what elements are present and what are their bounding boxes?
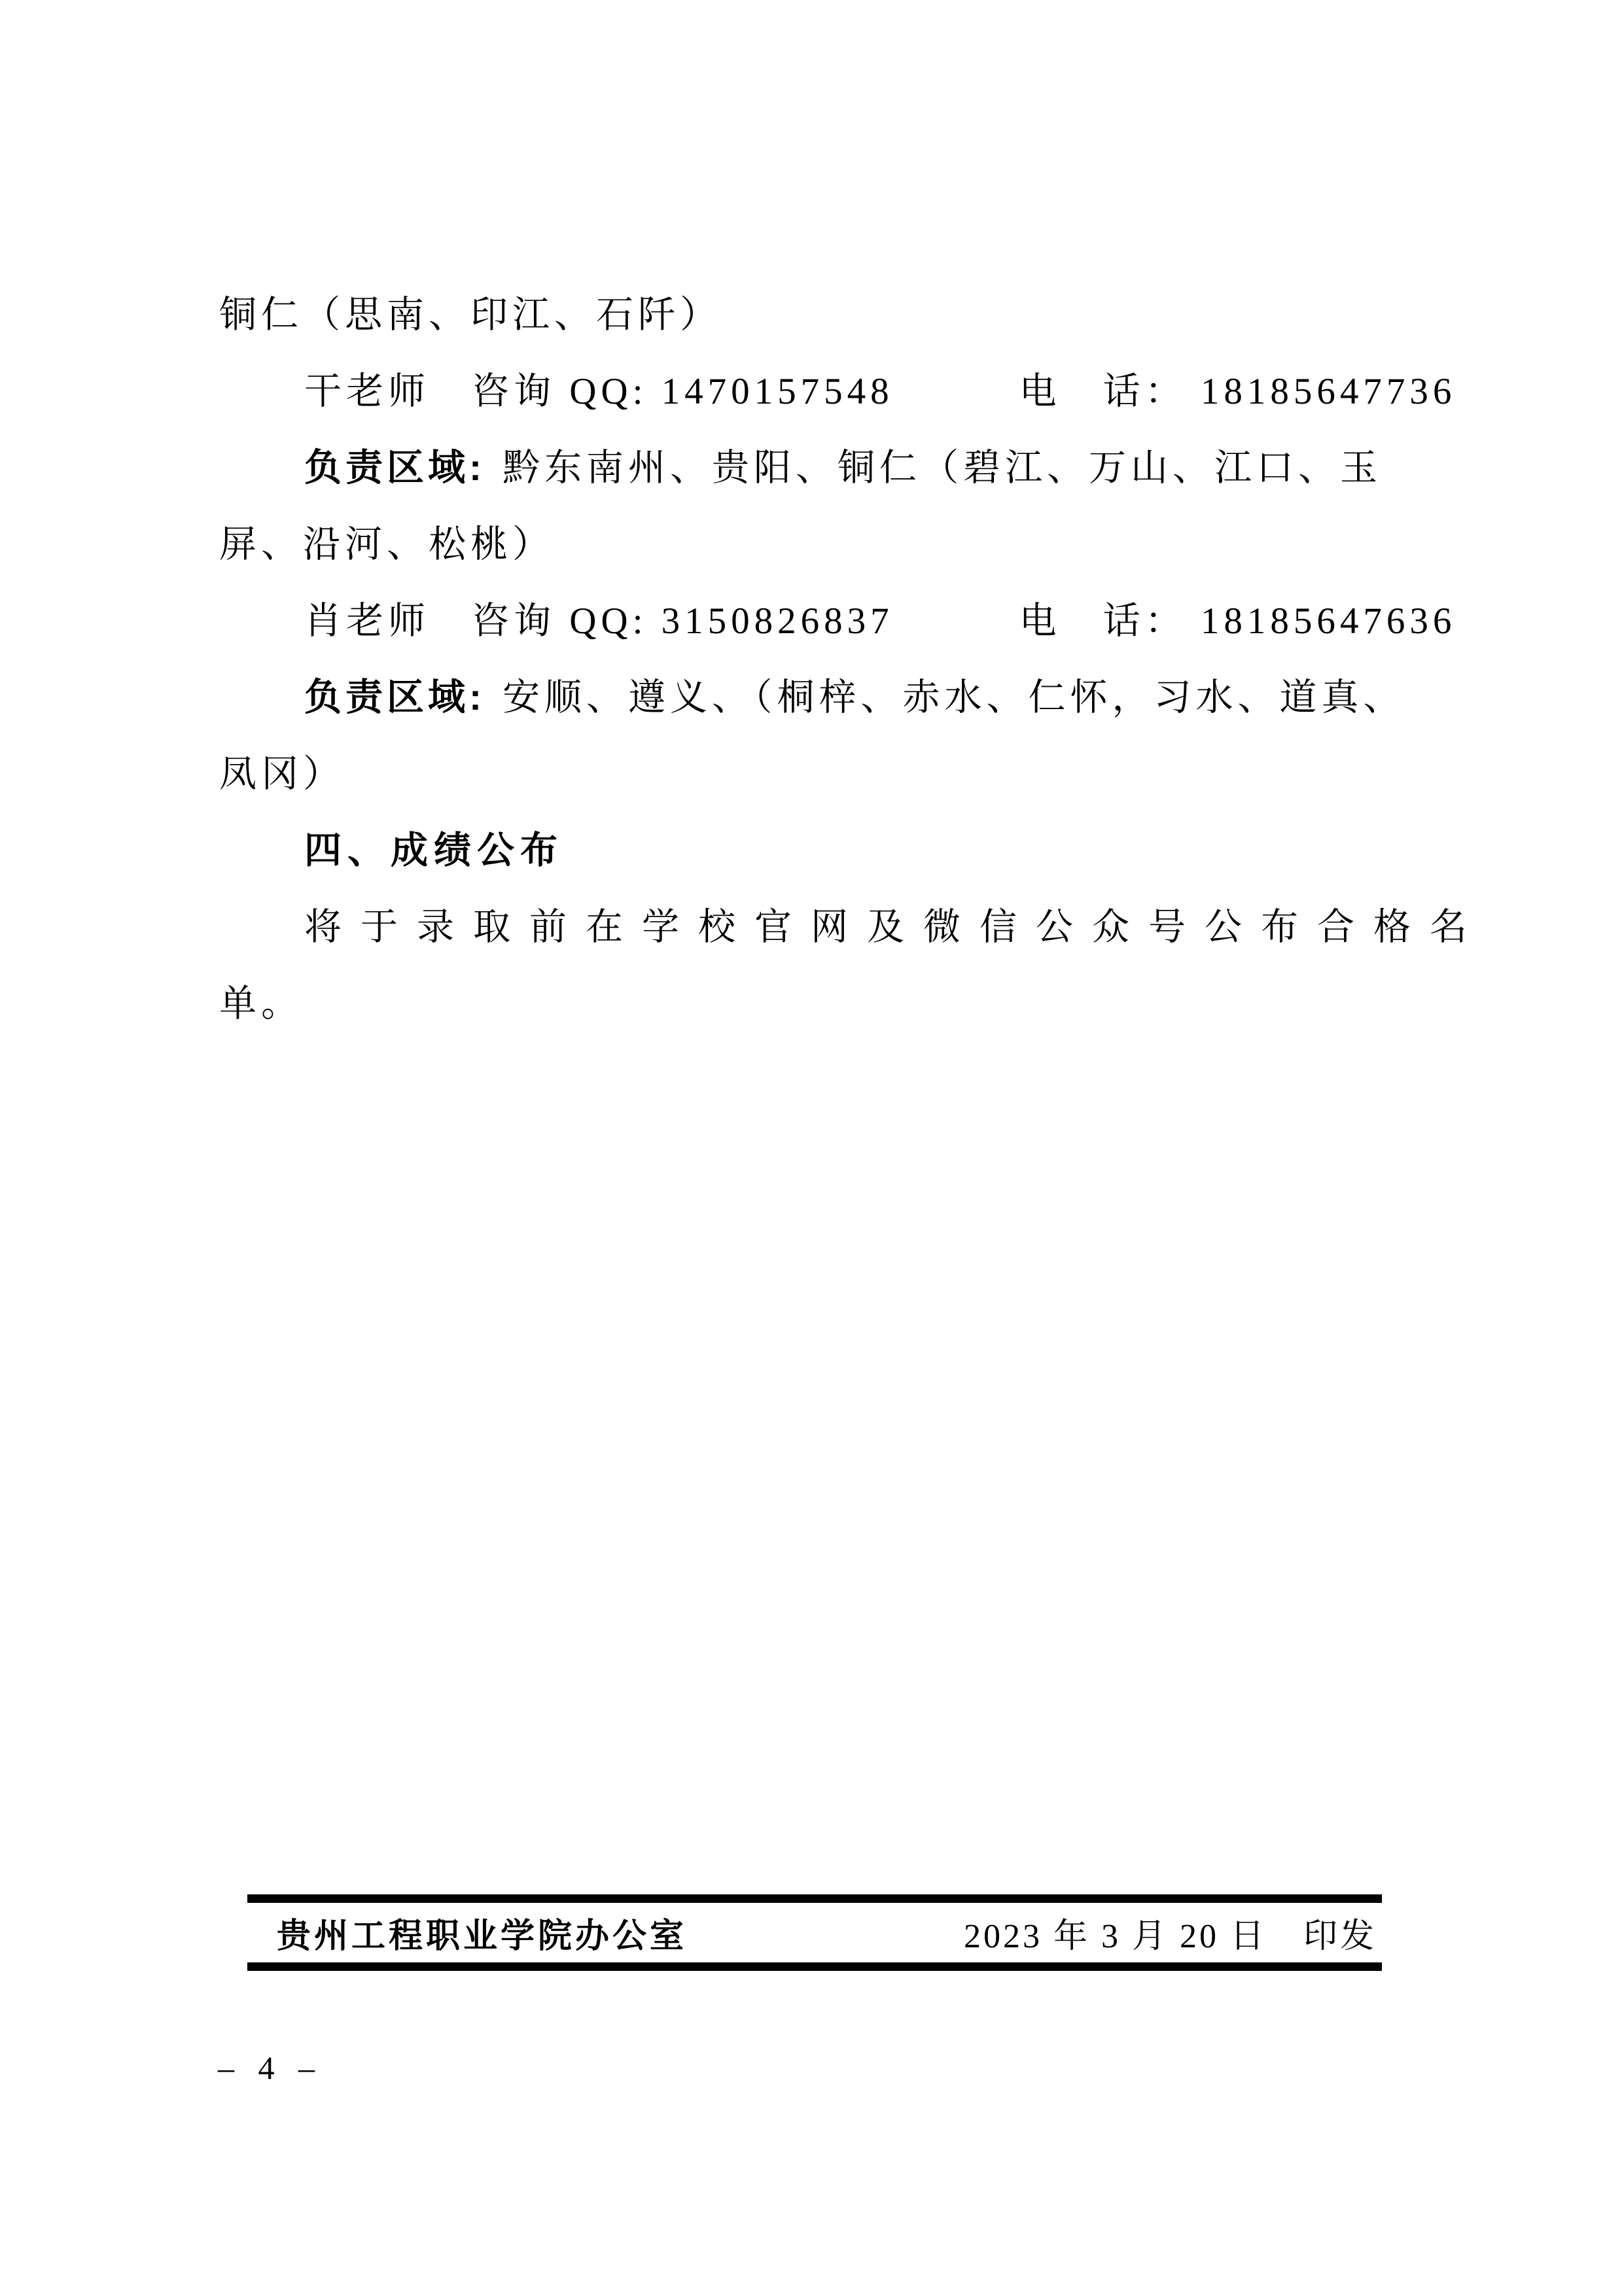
page-number: – 4 – [218, 2049, 323, 2086]
duty-region-text: 黔东南州、贵阳、铜仁（碧江、万山、江口、玉 [502, 447, 1382, 489]
announcement-line: 将于录取前在学校官网及微信公众号公布合格名 [304, 907, 1486, 948]
announcement-line-wrap: 单。 [219, 983, 303, 1024]
duty-region-line [219, 659, 1426, 736]
footer-rule-top [247, 1894, 1382, 1903]
region-line-wrap: 凤冈） [219, 754, 345, 795]
teacher-contact-line: 干老师 咨询 QQ: 1470157548 电 话： 18185647736 [304, 371, 1456, 412]
section-heading: 四、成绩公布 [304, 829, 563, 871]
duty-region-line [219, 430, 1426, 506]
footer-date: 2023 年 3 月 20 日 印发 [963, 1918, 1377, 1955]
duty-region-label: 负责区域: [304, 676, 485, 718]
duty-region-label: 负责区域: [304, 447, 485, 489]
region-line-wrap: 屏、沿河、松桃） [219, 524, 554, 565]
teacher-contact-line: 肖老师 咨询 QQ: 3150826837 电 话： 18185647636 [304, 600, 1456, 642]
footer-row [247, 1903, 1382, 1962]
footer-issuer: 贵州工程职业学院办公室 [277, 1917, 688, 1955]
document-body [219, 277, 1486, 1042]
footer-rule-bottom [247, 1962, 1382, 1971]
duty-region-text: 安顺、遵义、（桐梓、赤水、仁怀，习水、道真、 [502, 677, 1405, 718]
region-line: 铜仁（思南、印江、石阡） [219, 294, 722, 336]
